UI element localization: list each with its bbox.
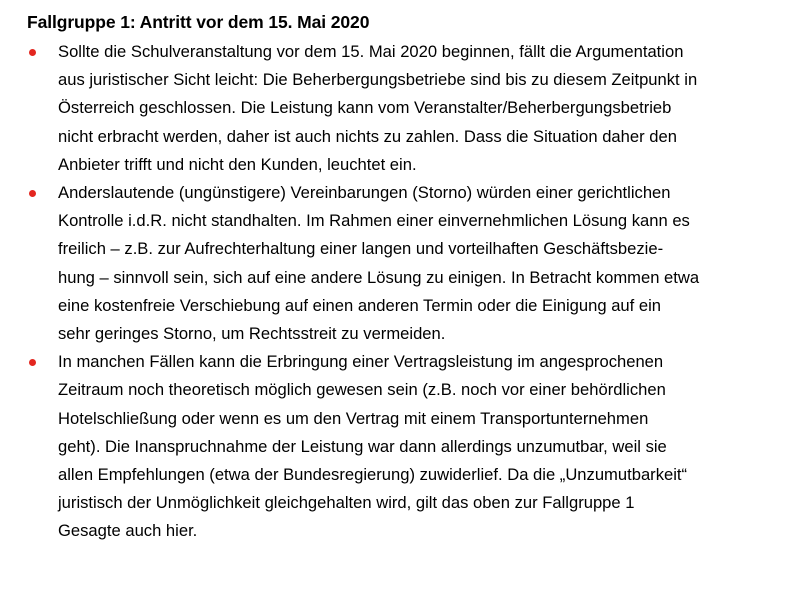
text-line: In manchen Fällen kann die Erbringung einer Vertragsleistung im angesprochenen: [58, 352, 664, 372]
text-line: allen Empfehlungen (etwa der Bundesregierung) zuwiderlief. Da die „Unzumutbarkeit“: [58, 465, 688, 485]
text-line: nicht erbracht werden, daher ist auch nichts zu zahlen. Dass die Situation daher den: [58, 126, 677, 146]
text-line: juristisch der Unmöglichkeit gleichgehalten wird, gilt das oben zur Fallgruppe 1: [58, 493, 635, 513]
text-line: Zeitraum noch theoretisch möglich gewesen sein (z.B. noch vor einer behördlichen: [58, 380, 666, 400]
text-line: Kontrolle i.d.R. nicht standhalten. Im Rahmen einer einvernehmlichen Lösung kann es: [58, 211, 690, 231]
text-line: sehr geringes Storno, um Rechtsstreit zu vermeiden.: [58, 324, 446, 344]
text-line: freilich – z.B. zur Aufrechterhaltung einer langen und vorteilhaften Geschäftsbezie-: [58, 239, 664, 259]
text-line: Sollte die Schulveranstaltung vor dem 15. Mai 2020 beginnen, fällt die Argumentation: [58, 42, 684, 61]
text-line: Gesagte auch hier.: [58, 521, 198, 541]
bullet-text: [58, 38, 767, 179]
bullet-text: [58, 179, 767, 348]
text-line: hung – sinnvoll sein, sich auf eine andere Lösung zu einigen. In Betracht kommen etwa: [58, 267, 700, 287]
text-line: eine kostenfreie Verschiebung auf einen anderen Termin oder die Einigung auf ein: [58, 295, 662, 315]
text-line: Hotelschließung oder wenn es um den Vertrag mit einem Transportunternehmen: [58, 408, 649, 428]
text-line: Österreich geschlossen. Die Leistung kann vom Veranstalter/Beherbergungsbetrieb: [58, 98, 672, 118]
bullet-text: [58, 348, 767, 545]
bullet-item: [27, 179, 767, 348]
bullet-dot-icon: [29, 359, 36, 366]
text-line: Anbieter trifft und nicht den Kunden, leuchtet ein.: [58, 154, 417, 174]
bullet-dot-icon: [29, 190, 36, 197]
bullet-item: [27, 38, 767, 179]
text-line: geht). Die Inanspruchnahme der Leistung war dann allerdings unzumutbar, weil sie: [58, 436, 667, 456]
text-line: Anderslautende (ungünstigere) Vereinbarungen (Storno) würden einer gerichtlichen: [58, 183, 671, 203]
text-line: aus juristischer Sicht leicht: Die Beherbergungsbetriebe sind bis zu diesem Zeitpunkt in: [58, 70, 698, 90]
bullet-item: [27, 348, 767, 545]
document-body: [27, 8, 767, 546]
bullet-list: [27, 38, 767, 546]
section-heading: Fallgruppe 1: Antritt vor dem 15. Mai 2020: [27, 12, 370, 32]
bullet-dot-icon: [29, 49, 36, 56]
